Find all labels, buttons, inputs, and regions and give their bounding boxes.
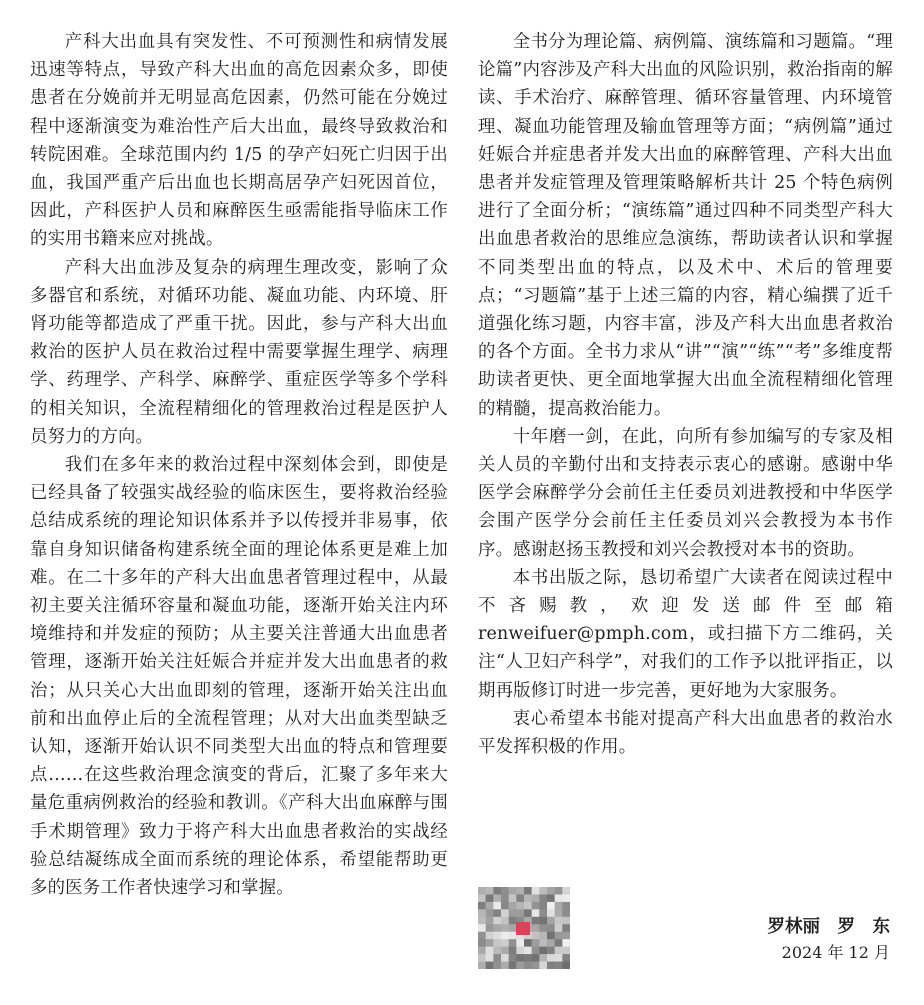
author-names: 罗林丽 罗 东 bbox=[767, 917, 890, 937]
qr-code-icon[interactable] bbox=[478, 887, 570, 969]
paragraph-experience: 我们在多年来的救治过程中深刻体会到，即使是已经具备了较强实战经验的临床医生，要将救治经验总结成系统的理论知识体系并予以传授并非易事，依靠自身知识储备构建系统全面的理论体系更是难上加难。在二十多年的产科大出血患者管理过程中，从最初主要关注循环容量和凝血功能，逐渐开始关注内环境维持和并发症的预防；从主要关注普通大出血患者管理，逐渐开始关注妊娠合并症并发大出血患者的救治；从只关心大出血即刻的管理，逐渐开始关注出血前和出血停止后的全流程管理；从对大出血类型缺乏认知，逐渐开始认识不同类型大出血的特点和管理要点……在这些救治理念演变的背后，汇聚了多年来大量危重病例救治的经验和教训。《产科大出血麻醉与围手术期管理》致力于将产科大出血患者救治的实战经验总结凝练成全面而系统的理论体系，希望能帮助更多的医务工作者快速学习和掌握。 bbox=[30, 455, 448, 899]
left-column bbox=[30, 28, 448, 902]
signature-date: 2024 年 12 月 bbox=[781, 943, 890, 962]
signature-block bbox=[768, 914, 891, 966]
paragraph-acknowledgements: 十年磨一剑，在此，向所有参加编写的专家及相关人员的辛勤付出和支持表示衷心的感谢。感谢中华医学会麻醉学分会前任主任委员刘进教授和中华医学会围产医学分会前任主任委员刘兴会教授为本书作序。感谢赵扬玉教授和刘兴会教授对本书的资助。 bbox=[478, 426, 893, 560]
paragraph-intro: 产科大出血具有突发性、不可预测性和病情发展迅速等特点，导致产科大出血的高危因素众多，即使患者在分娩前并无明显高危因素，仍然可能在分娩过程中逐渐演变为难治性产后大出血，最终导致救治和转院困难。全球范围内约 1/5 的孕产妇死亡归因于出血，我国严重产后出血也长期高居孕产妇死因首位，因此，产科医护人员和麻醉医生亟需能指导临床工作的实用书籍来应对挑战。 bbox=[30, 32, 448, 250]
right-column bbox=[478, 28, 893, 761]
paragraph-closing: 衷心希望本书能对提高产科大出血患者的救治水平发挥积极的作用。 bbox=[478, 708, 893, 758]
paragraph-book-structure: 全书分为理论篇、病例篇、演练篇和习题篇。“理论篇”内容涉及产科大出血的风险识别，救治指南的解读、手术治疗、麻醉管理、循环容量管理、内环境管理、凝血功能管理及输血管理等方面；“病例篇”通过妊娠合并症患者并发大出血的麻醉管理、产科大出血患者并发症管理及管理策略解析共计 25 个特色病例进行了全面分析；“演练篇”通过四种不同类型产科大出血患者救治的思维应急演练，帮助读者认识和掌握不同类型出血的特点，以及术中、术后的管理要点；“习题篇”基于上述三篇的内容，精心编撰了近千道强化练习题，内容丰富，涉及产科大出血患者救治的各个方面。全书力求从“讲”“演”“练”“考”多维度帮助读者更快、更全面地掌握大出血全流程精细化管理的精髓，提高救治能力。 bbox=[478, 32, 893, 419]
paragraph-pathophysiology: 产科大出血涉及复杂的病理生理改变，影响了众多器官和系统，对循环功能、凝血功能、内环境、肝肾功能等都造成了严重干扰。因此，参与产科大出血救治的医护人员在救治过程中需要掌握生理学、病理学、药理学、产科学、麻醉学、重症医学等多个学科的相关知识，全流程精细化的管理救治过程是医护人员努力的方向。 bbox=[30, 257, 448, 447]
paragraph-feedback: 本书出版之际，恳切希望广大读者在阅读过程中不吝赐教，欢迎发送邮件至邮箱 renweifuer@pmph.com，或扫描下方二维码，关注“人卫妇产科学”，对我们的工作予以批评指正，以期再版修订时进一步完善，更好地为大家服务。 bbox=[478, 567, 893, 701]
